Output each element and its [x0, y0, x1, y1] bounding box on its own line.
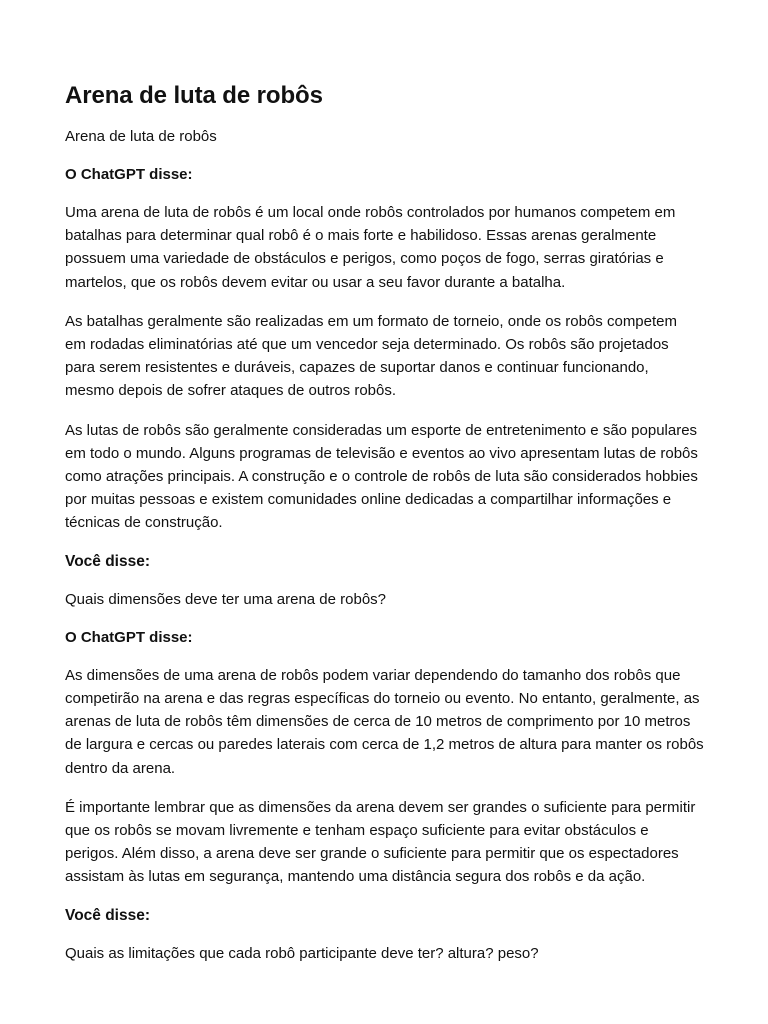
page-title: Arena de luta de robôs [65, 82, 323, 109]
message-paragraph: Uma arena de luta de robôs é um local onde robôs controlados por humanos competem em batalhas para determinar qual robô é o mais forte e habilidoso. Essas arenas geralmente possuem uma variedade de obstáculos e perigos, como poços de fogo, serras giratórias e martelos, que os robôs devem evitar ou usar a seu favor durante a batalha. [65, 204, 676, 291]
document-subtitle: Arena de luta de robôs [65, 128, 217, 145]
message-paragraph: Quais dimensões deve ter uma arena de robôs? [65, 590, 387, 608]
message-paragraph: Quais as limitações que cada robô participante deve ter? altura? peso? [65, 944, 539, 962]
message-paragraph: As lutas de robôs são geralmente consideradas um esporte de entretenimento e são populares em todo o mundo. Alguns programas de televisão e eventos ao vivo apresentam lutas de robôs como atrações principais. A construção e o controle de robôs de luta são considerados hobbies por muitas pessoas e existem comunidades online dedicadas a compartilhar informações e técnicas de construção. [65, 421, 698, 532]
speaker-label-user: Você disse: [65, 906, 151, 924]
message-paragraph: As batalhas geralmente são realizadas em um formato de torneio, onde os robôs competem em rodadas eliminatórias até que um vencedor seja determinado. Os robôs são projetados para serem resistentes e duráveis, capazes de suportar danos e continuar funcionando, mesmo depois de sofrer ataques de outros robôs. [65, 312, 677, 400]
message-paragraph: É importante lembrar que as dimensões da arena devem ser grandes o suficiente para permitir que os robôs se movam livremente e tenham espaço suficiente para evitar obstáculos e perigos. Além disso, a arena deve ser grande o suficiente para permitir que os espectadores assistam às lutas em segurança, mantendo uma distância segura dos robôs e da ação. [65, 798, 696, 886]
message-paragraph: As dimensões de uma arena de robôs podem variar dependendo do tamanho dos robôs que competirão na arena e das regras específicas do torneio ou evento. No entanto, geralmente, as arenas de luta de robôs têm dimensões de cerca de 10 metros de comprimento por 10 metros de largura e cercas ou paredes laterais com cerca de 1,2 metros de altura para manter os robôs dentro da arena. [65, 666, 704, 777]
speaker-label-user: Você disse: [65, 552, 151, 570]
speaker-label-assistant: O ChatGPT disse: [65, 166, 193, 183]
speaker-label-assistant: O ChatGPT disse: [65, 628, 193, 646]
